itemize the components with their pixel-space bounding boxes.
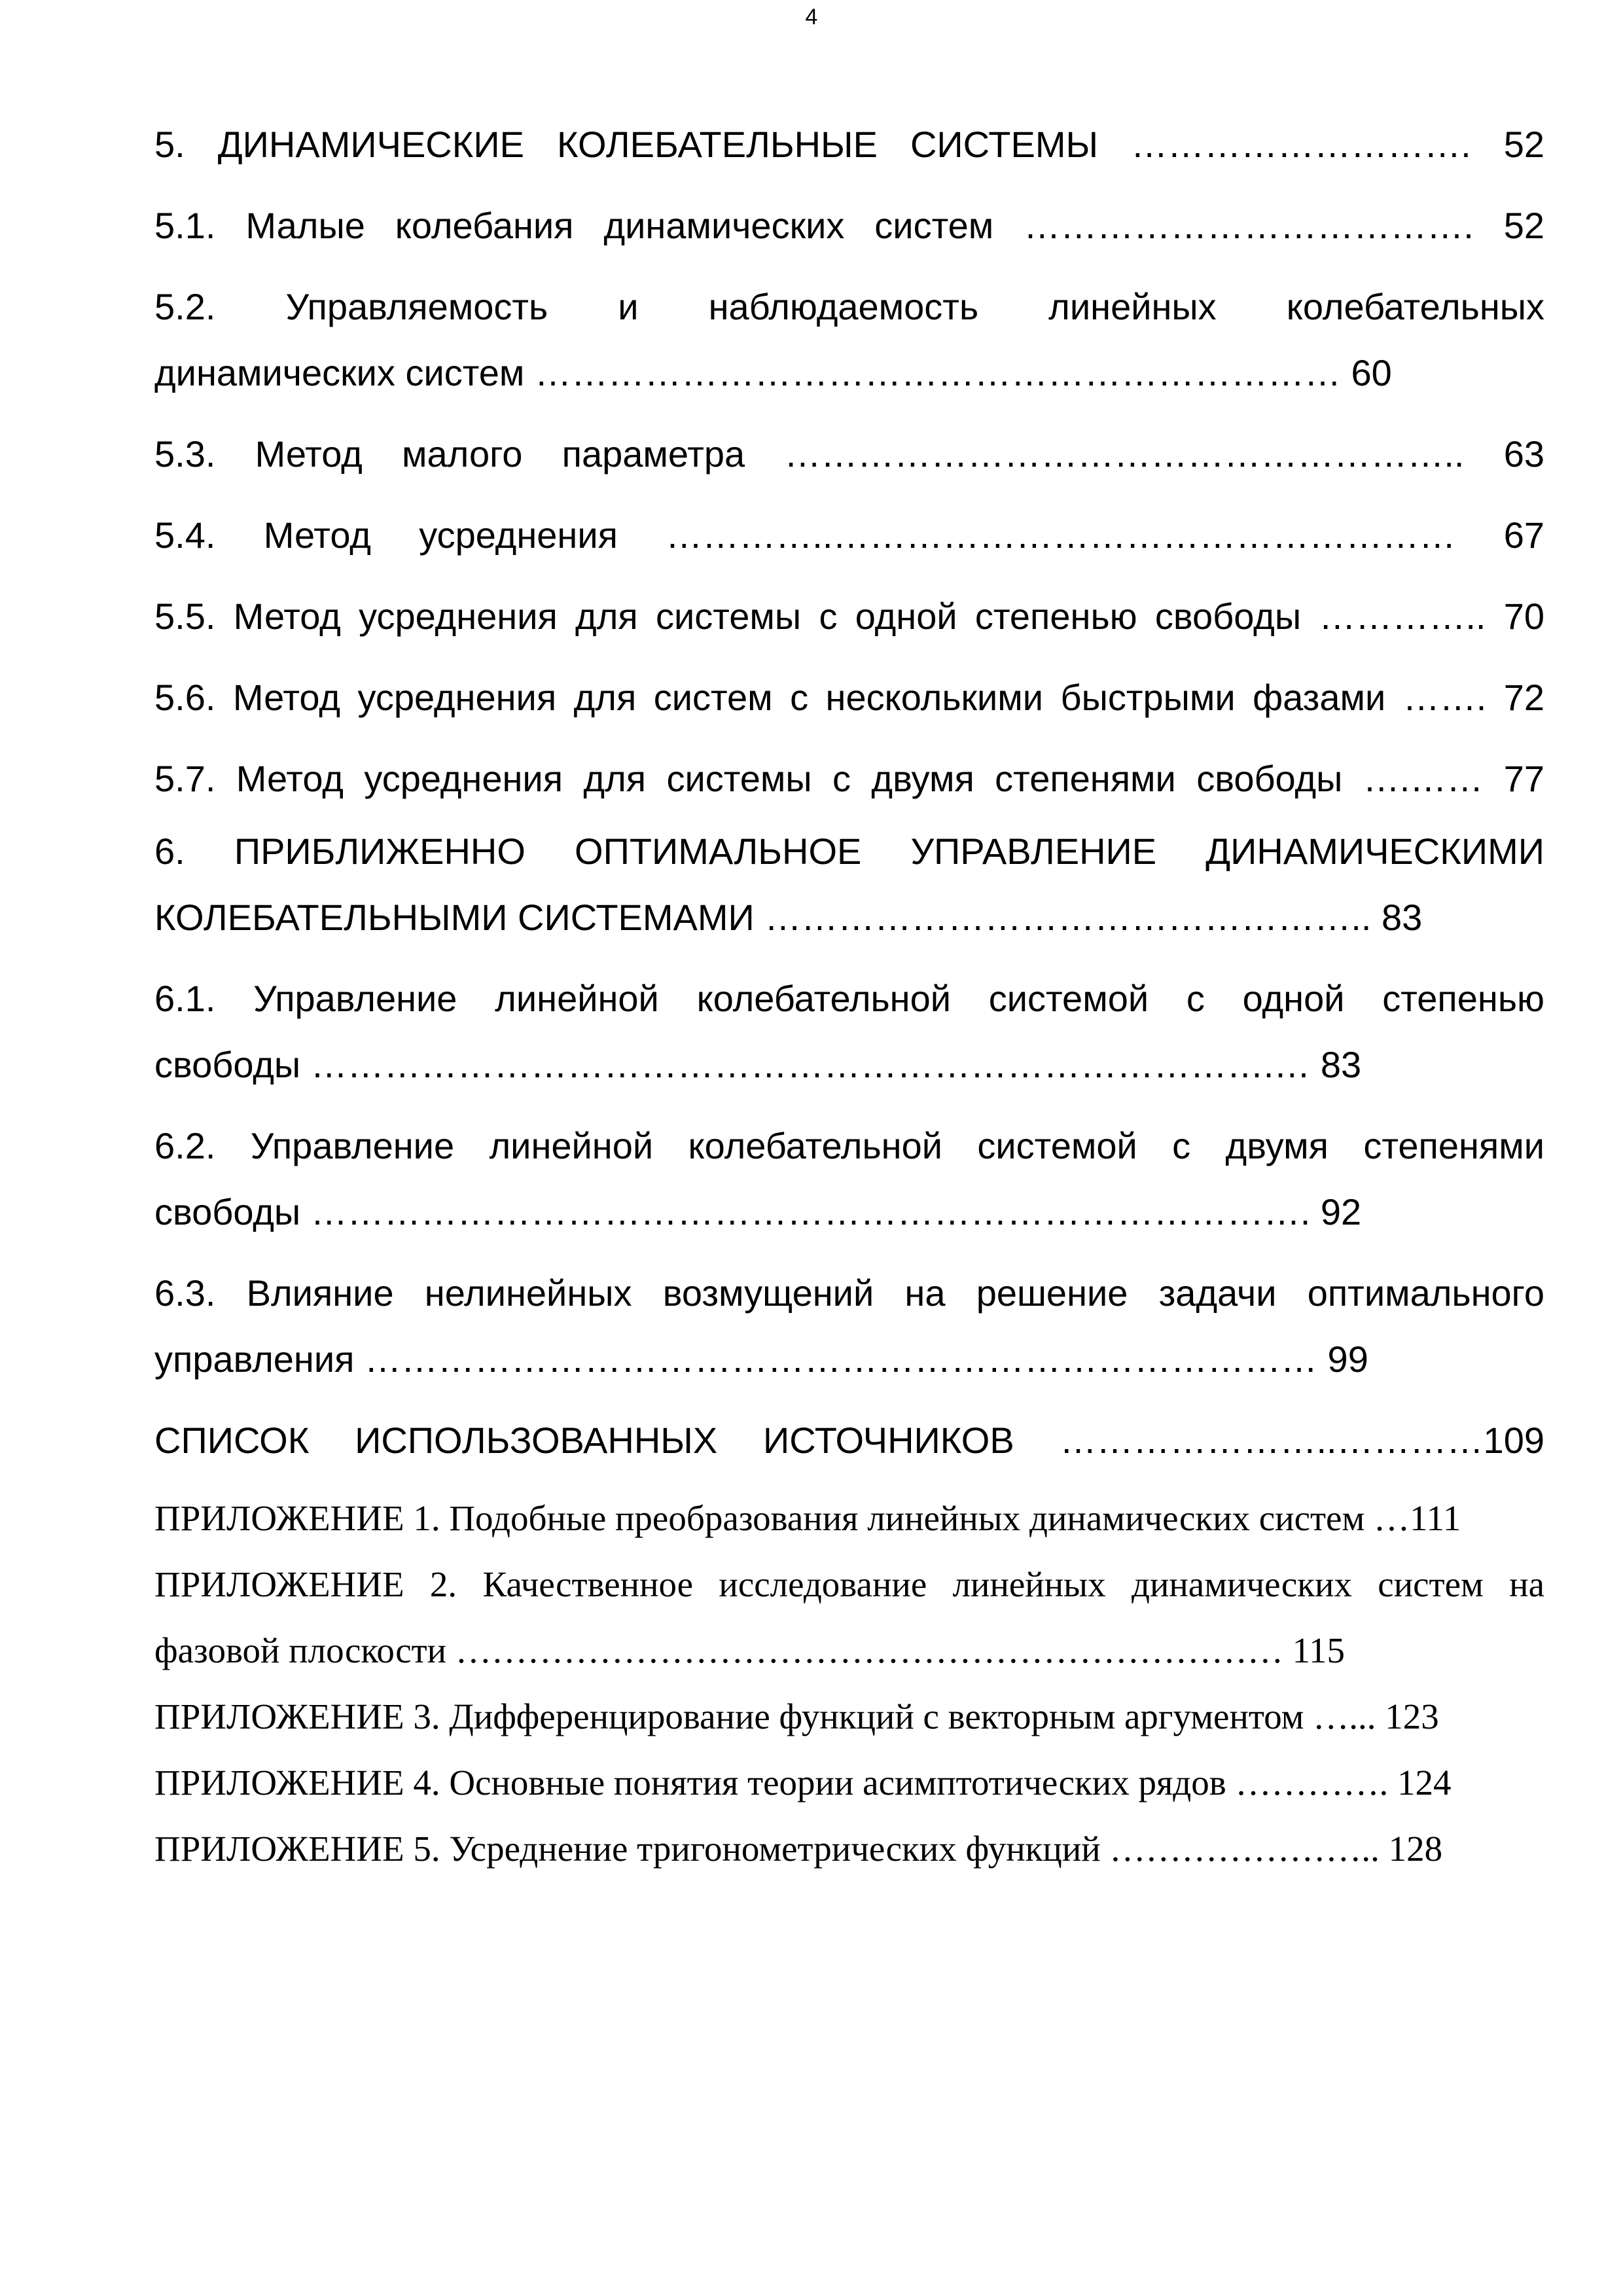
toc-entry-5-6[interactable] [154,664,1544,730]
toc-entry-5-4[interactable] [154,502,1544,568]
toc-entry-text: 5.2. Управляемость и наблюдаемость линейных колебательных [154,286,1544,327]
toc-entry-text: 6. ПРИБЛИЖЕННО ОПТИМАЛЬНОЕ УПРАВЛЕНИЕ ДИНАМИЧЕСКИМИ [154,831,1544,872]
toc-entry-text-continued: управления …………………………………………………………………… 99 [154,1338,1368,1380]
appendix-text: ПРИЛОЖЕНИЕ 4. Основные понятия теории асимптотических рядов …………. 124 [154,1763,1452,1803]
toc-entry-text-continued: свободы ………………………………………………………………………. 92 [154,1191,1362,1232]
toc-appendix-1[interactable] [154,1485,1544,1551]
appendix-text: ПРИЛОЖЕНИЕ 3. Дифференцирование функций с векторным аргументом …... 123 [154,1696,1439,1736]
toc-entry-5-3[interactable] [154,421,1544,487]
toc-appendix-4[interactable] [154,1749,1544,1816]
toc-appendix-3[interactable] [154,1683,1544,1749]
toc-entry-text: 5.4. Метод усреднения …………..…………………………………………… 67 [154,514,1544,556]
toc-appendix-5[interactable] [154,1816,1544,1882]
toc-entry-5-5[interactable] [154,583,1544,649]
toc-entry-5[interactable] [154,111,1544,177]
toc-entry-text: 6.2. Управление линейной колебательной системой с двумя степенями [154,1125,1544,1166]
toc-entry-text: 5.5. Метод усреднения для системы с одной степенью свободы ………….. 70 [154,596,1544,637]
toc-entry-text: СПИСОК ИСПОЛЬЗОВАННЫХ ИСТОЧНИКОВ …………………..…………109 [154,1420,1544,1461]
toc-entry-5-1[interactable] [154,192,1544,259]
toc-entry-text: 6.1. Управление линейной колебательной системой с одной степенью [154,978,1544,1019]
toc-appendix-2[interactable] [154,1551,1544,1683]
toc-entry-5-7[interactable] [154,745,1544,812]
toc-entry-text: 5.6. Метод усреднения для систем с несколькими быстрыми фазами ……. 72 [154,677,1544,718]
table-of-contents [154,111,1544,1882]
toc-entry-sources[interactable] [154,1407,1544,1473]
toc-entry-6-2[interactable] [154,1113,1544,1245]
toc-entry-text: 5.1. Малые колебания динамических систем ………………………………. 52 [154,205,1544,246]
toc-entry-6-1[interactable] [154,965,1544,1098]
toc-entry-text: 6.3. Влияние нелинейных возмущений на решение задачи оптимального [154,1272,1544,1314]
toc-entry-text-continued: динамических систем ………………………………………………………… 60 [154,352,1392,393]
toc-entry-text-continued: свободы …………………………………………………………………….… 83 [154,1044,1362,1085]
appendix-text: ПРИЛОЖЕНИЕ 1. Подобные преобразования линейных динамических систем …111 [154,1498,1461,1538]
toc-entry-6-3[interactable] [154,1260,1544,1392]
toc-entry-6[interactable] [154,818,1544,950]
appendix-text: ПРИЛОЖЕНИЕ 5. Усреднение тригонометрических функций ………………….. 128 [154,1829,1443,1869]
appendix-text-continued: фазовой плоскости …………………………………………………………… 115 [154,1630,1346,1670]
toc-entry-text: 5.7. Метод усреднения для системы с двумя степенями свободы ….…… 77 [154,758,1544,799]
toc-entry-text: 5.3. Метод малого параметра ……………………………………………….. 63 [154,433,1544,475]
toc-entry-5-2[interactable] [154,274,1544,406]
appendix-text: ПРИЛОЖЕНИЕ 2. Качественное исследование линейных динамических систем на [154,1564,1544,1604]
toc-entry-text: 5. ДИНАМИЧЕСКИЕ КОЛЕБАТЕЛЬНЫЕ СИСТЕМЫ ………………………. 52 [154,124,1544,165]
toc-entry-text-continued: КОЛЕБАТЕЛЬНЫМИ СИСТЕМАМИ ………………………………………….. 83 [154,897,1423,938]
page-number: 4 [805,5,818,29]
